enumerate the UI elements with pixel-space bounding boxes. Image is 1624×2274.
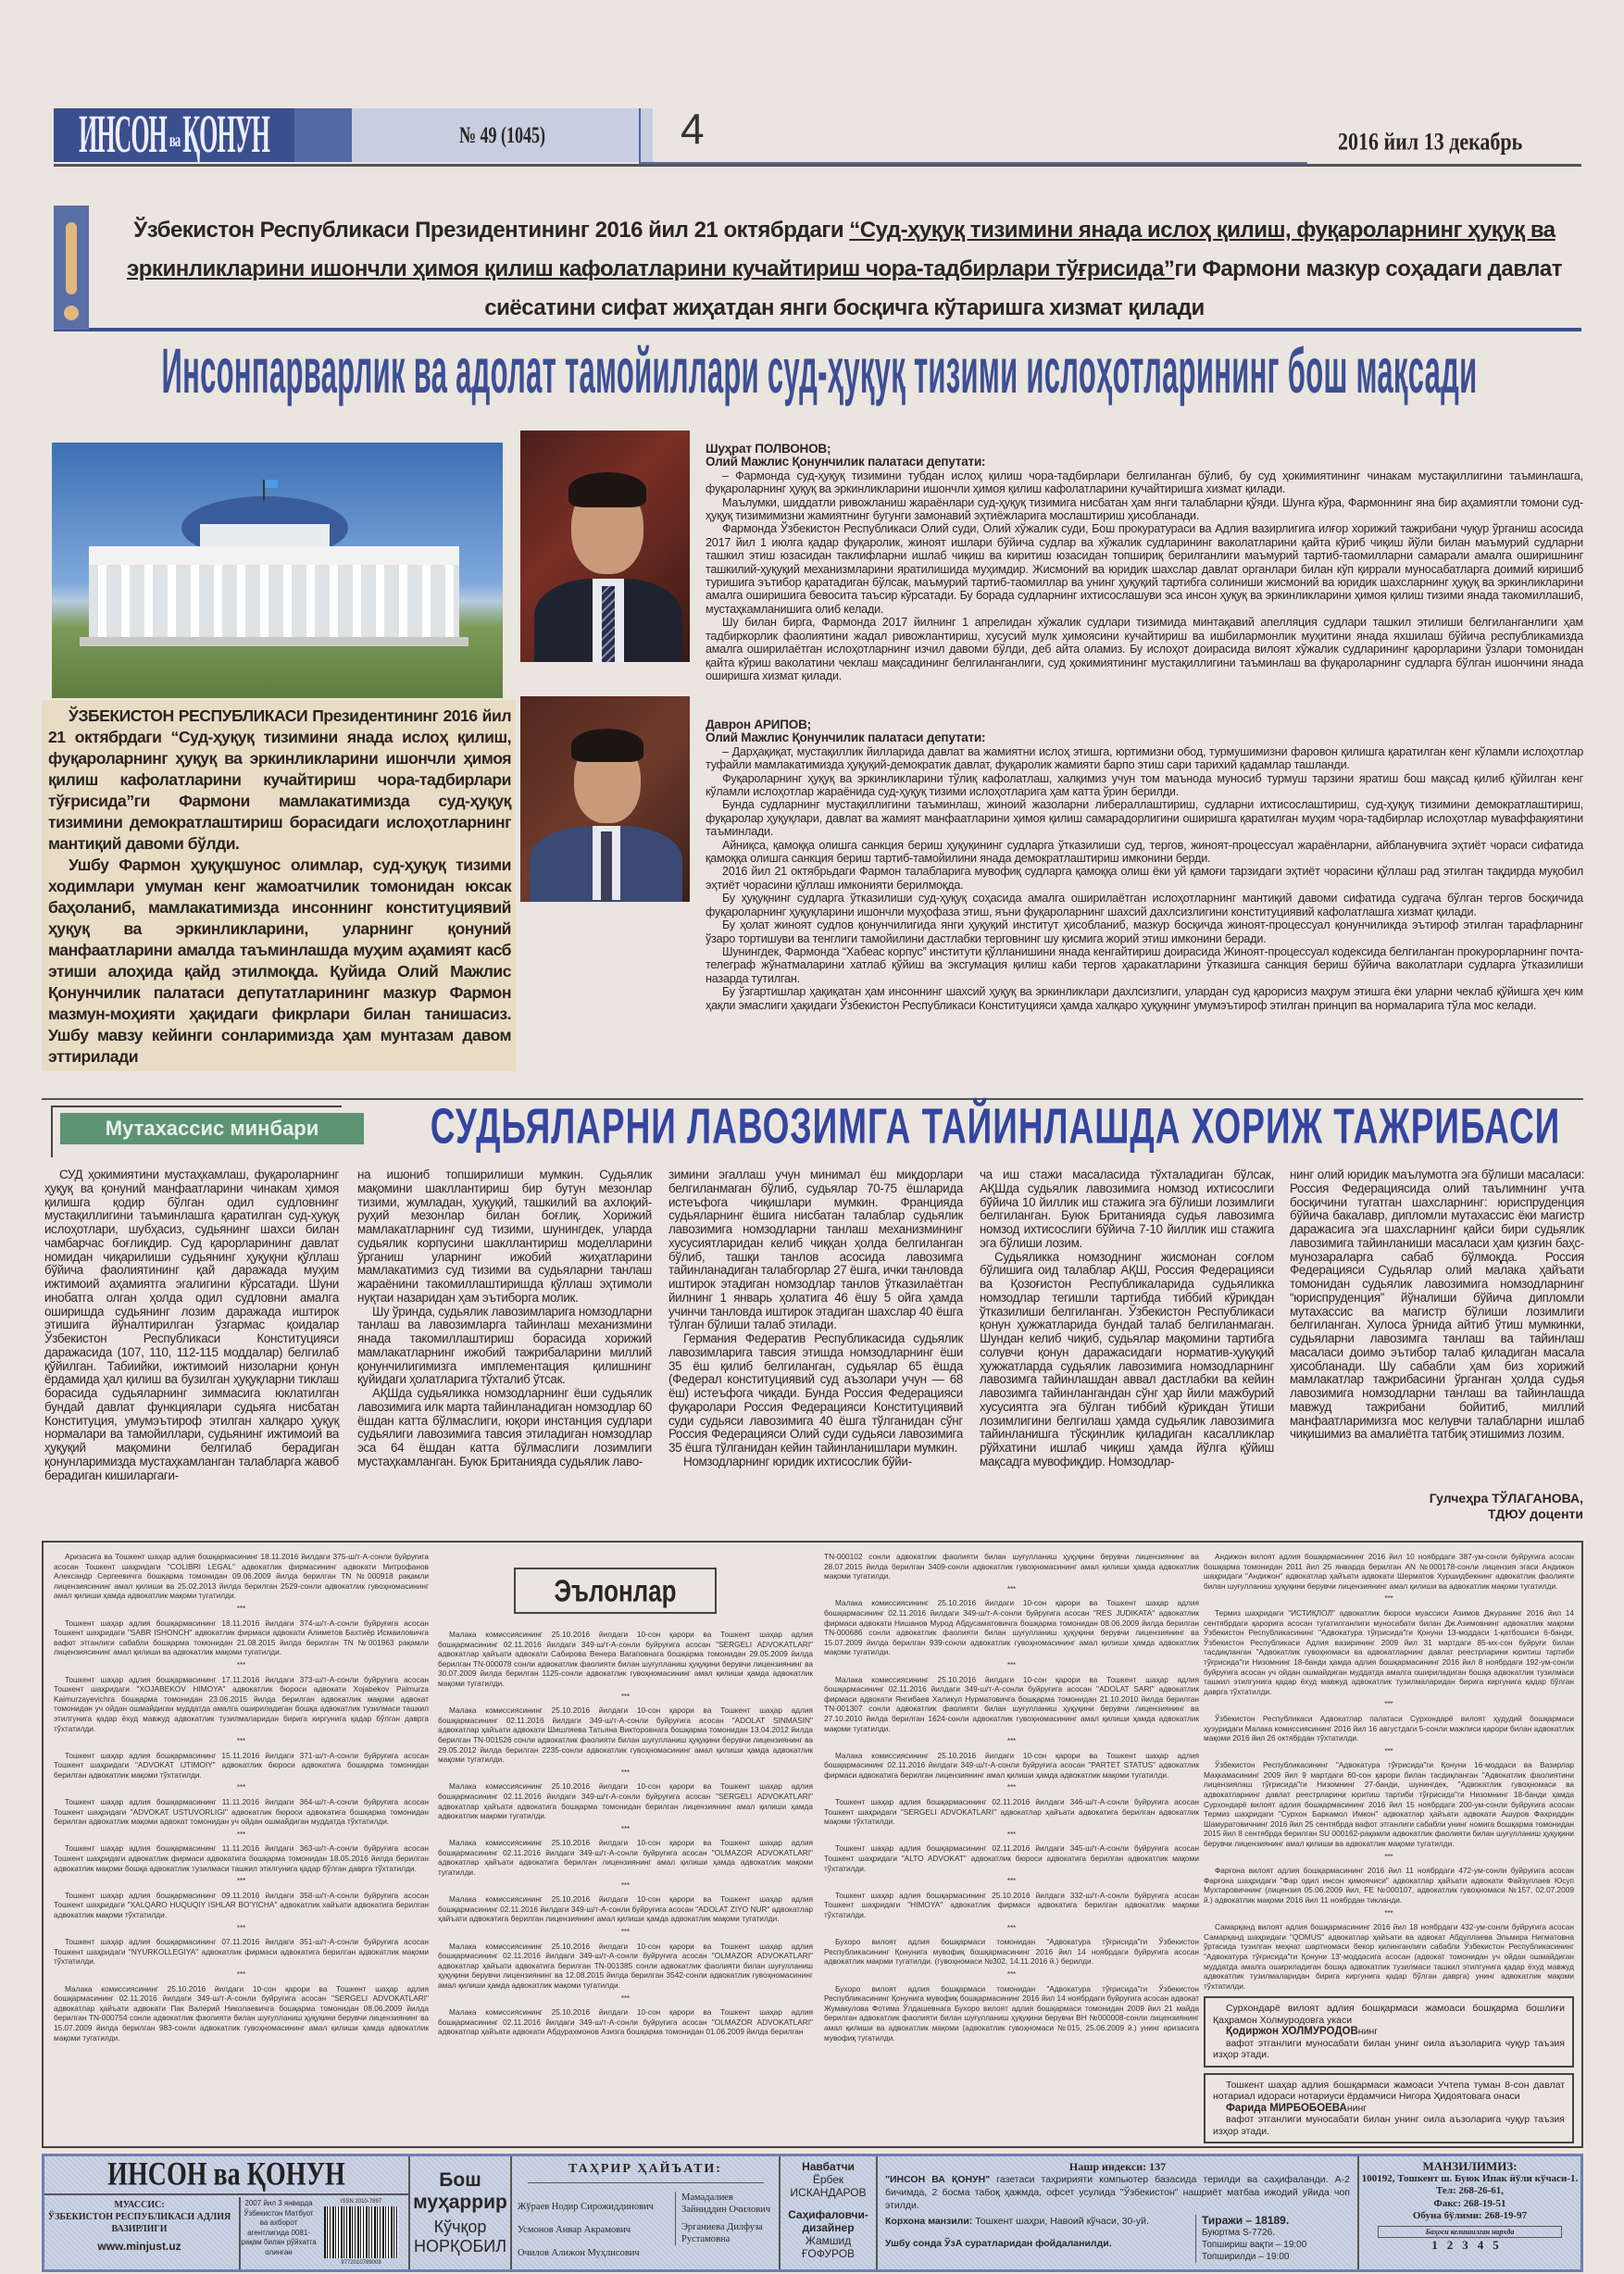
banner-text [119,211,1570,328]
paragraph: нинг олий юридик маълумотга эга бўлиши масаласи: Россия Федерациясида олий таълимнинг учта босқичини тугатган шахсларнинг: юриспруденция бўйича бакалавр, дипломли мутахассис ёки магистр даражасига эга шахсларнинг қайси бири судьялик лавозимига тайинланиши масаласи ҳам қизғин баҳс-мунозараларга сабаб бўлмоқда. Россия Федерацияси Судьялар олий малака ҳайъати томонидан судьялик лавозимига номзодларнинг “юриспруденция” йўналиши бўйича дипломли мутахассис ва магистр бўлиши лозимлиги белгиланган. Хулоса ўрнида айтиб ўтиш мумкинки, судьяларни лавозимга танлаш ва тайинлаш масаласи доимо эътибор талаб қиладиган масала ҳисобланади. Шу сабабли ҳам биз хорижий мамлакатлар тажрибасини ўрганган ҳолда судья лавозимига номзодларни танлаш ва тайинлашда мавжуд тажрибани бойитиб, миллий манфаатларимизга мос келувчи талабларни ишлаб чиқишимиз ва амалиётга татбиқ этишимиз лозим. [1290,1168,1584,1442]
website-link[interactable]: www.minjust.uz [97,2240,181,2253]
paragraph: Бу ҳолат жиноят судлов қонунчилигида янги ҳуқуқий институт ҳисобланиб, мазкур босқичда жиноят-процессуал қонунчиликда эътироф этилган тарафларнинг ўзаро тортишуви ва тенглиги тамойилини дастлабки терговнинг шу қисмига жорий этиш имконини беради. [706,918,1583,945]
separator: *** [236,1830,246,1839]
chief-editor-label: Бош муҳаррир [413,2169,507,2213]
phone: Тел: 268-26-61, [1436,2185,1504,2196]
condolence-notice-2 [1204,2073,1574,2144]
masthead-strip [294,108,352,162]
hair [568,472,646,507]
separator: *** [1006,1783,1017,1793]
announcement: Бухоро вилоят адлия бошқармаси томонидан "Адвокатура тўғрисида"ги Ўзбекистон Республикасининг Қонунига мувофиқ бошқармасининг 2016 йил 14 ноябрдаги буйруғига асосан адвокатлик мақоми тугатилди. (гувоҳномаси №302, 14.11.2016 й.) берилди. [824,1937,1199,1967]
announcement: Малака комиссиясининг 25.10.2016 йилдаги 10-сон қарори ва Тошкент шаҳар адлия бошқармасининг 02.11.2016 йилдаги 349-ш/т-А-сонли буйруғига асосан "OLMAZOR ADVOKATLARI" адвокатлар ҳайъати адвокатига берилган лицензиянинг амал қилиши ҳамда адвокатлик мақоми тугатилди. [438,1838,813,1878]
tie [602,586,615,662]
announcement: Тошкент шаҳар адлия бошқармасининг 11.11.2016 йилдаги 363-ш/т-А-сонли буйруғига асосан Тошкент шаҳридаги адвокатлик фирмаси адвокатига бошқарма томонидан 18.05.2016 йилда берилган адвокатлик мақоми бошқа адвокатлик тузилмаси ташкил этилгунига қадар бўлган даврга тўхтатилди. [54,1843,429,1873]
announcement: Ўзбекистон Республикасининг "Адвокатура тўғрисида"ги Қонуни 16-моддаси ва Вазирлар Маҳкамасининг 2009 йил 9 мартдаги 60-сон қарори билан тасдиқланган "Адвокатлик фаолиятини лицензиялаш тўғрисида"ги Низомнинг 27-банди, шунингдек, "Адвокатлик гувоҳномаси ва адвокатларнинг давлат реестрларини юритиш тартиби тўғрисида"ги Низомнинг 18-банди ҳамда Сурхондарё вилоят адлия бошқармасининг 2016 йил 15 ноябрдаги 200-ум-сонли буйруғига асосан Термиз шаҳридаги "Сурхон Баркамол Имкон" адвокатлар ҳайъати адвокати Ашуров Фахриддин Шамуратовичнинг 2016 йил 25 сентябрда вафот этганлиги сабабли унинг номига бошқарма томонидан 2015 йил 8 сентябрда берилган SU 000162-рақамли адвокатлик фаолияти билан шуғулланиш ҳуқуқини берувчи лицензиянинг амал қилиши ва адвокатлик мақоми тугатилди. [1204,1760,1574,1849]
article2-headline [407,1098,1583,1154]
publication-index: Нашр индекси: 137 [1068,2160,1167,2173]
article2-column-3 [668,1168,963,1469]
deputy1-name: Шуҳрат ПОЛВОНОВ; [706,442,831,456]
rating-2: 2 [1446,2237,1463,2252]
separator: *** [236,1604,246,1613]
paragraph: на ишониб топширилиши мумкин. Судьялик мақомини шакллантириш бир бутун мезонлар тизими, жумладан, ҳуқуқий, ташкилий ва ахлоқий-руҳий мезонлар билан боғлиқ. Хорижий мамлакатларнинг суд тизими, шунингдек, уларда судьялик корпусини шакллантириш моделларини ўрганиш уларнинг ижобий жиҳатларини мамлакатимиз суд тизими ва судьяларни танлаш жараёнини такомиллаштиришда қўллаш эҳтимоли нуқтаи назаридан ҳам эътиборга молик. [357,1168,652,1305]
paragraph: Германия Федератив Республикасида судьялик лавозимларига тавсия этишда номзодларнинг ёши 35 ёш қилиб белгиланган, судьялар 65 ёшда (Федерал конституциявий суд аъзолари учун — 68 ёш) истеъфога чиқади. Бунда Россия Федерацияси фуқаролари Россия Федерацияси Конституциявий суди судьяси лавозимига 40 ёшга тўлганидан сўнг Россия Федерацияси Олий суди судьяси лавозимига 35 ёшга тўлганидан кейин тайинланишлари мумкин. [668,1331,963,1455]
board-list-2 [675,2192,775,2245]
print-info: газетаси таҳририяти компьютер базасида терилди ва саҳифаланди. А-2 бичимда, 2 босма табоқ ҳажмда, офсет усулида "Ўзбекистон" нашриёт матбаа ижодий уйида чоп этилди. [885,2174,1350,2211]
announcement: Малака комиссиясининг 25.10.2016 йилдаги 10-сон қарори ва Тошкент шаҳар адлия бошқармасининг 02.11.2016 йилдаги 349-ш/т-А-сонли буйруғига асосан "ADOLAT ZIYO NUR" адвокатлар ҳайъати адвокатига берилган лицензиянинг амал қилиши ҳамда адвокатлик мақоми тугатилди. [438,1894,813,1924]
condolence-notice-1 [1204,1996,1574,2068]
newspaper-logo [54,104,294,165]
deputy2-name: Даврон АРИПОВ; [706,718,811,731]
founder-name: ЎЗБЕКИСТОН РЕСПУБЛИКАСИ АДЛИЯ ВАЗИРЛИГИ [47,2212,231,2234]
article2-headline-text: СУДЬЯЛАРНИ ЛАВОЗИМГА ТАЙИНЛАШДА ХОРИЖ ТАЖРИБАСИ [430,1098,1561,1154]
ads-column-3 [824,1552,1199,2046]
issn: ISSN 2010-7897 [340,2199,382,2205]
founder-block [44,2199,234,2253]
chief-editor-cell [410,2156,512,2269]
paragraph: – Дарҳақиқат, мустақиллик йилларида давлат ва жамиятни ислоҳ этишга, юртимизни обод, турмушимизни фаровон қилишга қаратилган кенг кўламли ислоҳотлар туфайли мамлакатимизда ҳуқуқий-демократик давлат, фуқаролик жамияти барпо этиш сари тарихий қадамлар ташланди. [706,744,1583,772]
submitted-time: Топширилди – 19:00 [1202,2252,1290,2262]
duty-editor-label: Навбатчи [802,2160,855,2173]
duty-editor-firstname: Ёрбек [812,2173,844,2186]
decree-title: “Суд-ҳуқуқ тизимини янада ислоҳ қилиш, фуқароларнинг ҳуқуқ ва эркинликларини ишончли ҳимоя қилиш кафолатларини кучайтириш чора-тадбирлари тўғрисида” [127,218,1555,281]
print-info-title: "ИНСОН ВА ҚОНУН" [885,2174,991,2185]
announcement: Малака комиссиясининг 25.10.2016 йилдаги 10-сон қарори ва Тошкент шаҳар адлия бошқармасининг 02.11.2016 йилдаги 349-ш/т-А-сонли буйруғига асосан "SERGELI ADVOKATLARI" адвокатлар ҳайъати адвокати Пак Валерий Николаевичга бошқарма томонидан 08.06.2009 йилда берилган TN-000754 сонли адвокатлик фаолияти билан шуғулланиш ҳуқуқини берувчи лицензиянинг ва 15.07.2009 йилда берилган 983-сонли адвокатлик гувоҳномасининг амал қилиши ҳамда адвокатлик мақоми тугатилди. [54,1983,429,2043]
announcement: Тошкент шаҳар адлия бошқармасининг 02.11.2016 йилдаги 346-ш/т-А-сонли буйруғига асосан Тошкент шаҳридаги "SERGELI ADVOKATLARI" адвокатлар ҳайъати адвокатига берилган адвокатлик мақоми тўхтатилди. [824,1797,1199,1827]
announcement: Фарғона вилоят адлия бошқармасининг 2016 йил 11 ноябрдаги 472-ум-сонли буйруғига асосан Фарғона шаҳридаги "Фар одил инсон ҳимоячиси" адвокатлар ҳайъати адвокати Файзуллаев Юсуп Мухтаровичнинг (лицензия 05.06.2009 йил, FE №000107, адвокатлик гувоҳномаси №157, 02.07.2009 й.) адвокатлик мақоми 2016 йил 11 ноябрдан тикланди. [1204,1866,1574,1905]
condolence-text: вафот этганлиги муносабати билан унинг оила аъзоларига чуқур таъзия изҳор этади. [1213,2114,1565,2137]
announcement: Тошкент шаҳар адлия бошқармасининг 18.11.2016 йилдаги 374-ш/т-А-сонли буйруғига асосан Тошкент шаҳридаги "SABR ISHONCH" адвокатлик фирмаси адвокати Алиметов Бахтиёр Исмаиловичга вафот этганлиги сабабли бошқарма томонидан 21.08.2015 йилда берилган TN №001963 рақамли лицензиясининг амал қилиши ва адвокатлик мақоми тугатилди. [54,1618,429,1657]
board-member: Очилов Алижон Муҳлисович [518,2248,640,2258]
parliament-building-image [52,443,503,698]
separator: *** [1006,1969,1017,1979]
paragraph: Бу ўзгартишлар ҳақиқатан ҳам инсоннинг шахсий ҳуқуқ ва эркинликлари дахлсизлиги, улардан суд қарорисиз маҳрум этишга ёки уларни чеклаб қўйишга ҳеч ким ҳақли эмаслиги ҳақидаги Ўзбекистон Республикаси Конституцияси ҳамда халқаро ҳуқуқнинг умумэътироф этилган принцип ва нормаларига тўла мос келади. [706,985,1583,1012]
footer-founder-cell [44,2156,410,2269]
board-member: Мамадалиев Зайниддин Очилович [681,2193,771,2215]
condolence-intro: Сурхондарё вилоят адлия бошқармаси жамоаси бошқарма бошлиғи Қаҳрамон Холмуродовга укаси [1213,2003,1565,2026]
article2-column-1 [44,1168,339,1482]
page-number: 4 [681,105,705,153]
article2-column-2 [357,1168,652,1469]
paragraph: Шу ўринда, судьялик лавозимларига номзодларни танлаш ва лавозимларга тайинлаш механизмини янада такомиллаштириш борасида хорижий мамлакатларнинг ижобий тажрибаларини миллий қонунчилигимизга имплементация қилишнинг қуйидаги ҳолатларига тўхталиб ўтсак. [357,1304,652,1387]
deputy2-statement [706,718,1583,1012]
paragraph: ча иш стажи масаласида тўхталадиган бўлсак, АҚШда судьялик лавозимига номзод ихтисослиги бўйича 10 йиллик иш стажига эга бўлиши лозимлиги белгиланган. Буюк Британияда судья лавозимга номзод ихтисослиги бўйича 7-10 йиллик иш стажига эга бўлиши лозим. [980,1168,1274,1250]
editorial-address: 100192, Тошкент ш. Буюк Ипак йўли кўчаси-1. [1361,2172,1579,2184]
separator: *** [1006,1584,1017,1593]
paragraph: Шу билан бирга, Фармонда 2017 йилнинг 1 апрелидан хўжалик судлари тизимида минтақавий апелляция судлари ташкил этилиши белгиланганлиги ҳам тадбиркорлик фаолиятини жадал ривожлантириш, хусусий мулк ҳимоясини кучайтириш ва ишбилармонлик муҳитини янада яхшилаш бўйича республикамизда амалга оширилаётган ислоҳотларнинг изчил давоми бўлди, деб айта оламиз. Бу ислоҳот доирасида вилоят хўжалик судларининг қарорларини ўзлари томонидан қайта кўриш ваколатини чеклаш мақсадининг белгиланганлиги, суд ҳокимиятининг мустақиллигини таъминлаш ва фуқароларнинг судларга бўлган ишончини янада оширишга хизмат қилади. [706,616,1583,682]
announcement: Малака комиссиясининг 25.10.2016 йилдаги 10-сон қарори ва Тошкент шаҳар адлия бошқармасининг 02.11.2016 йилдаги 349-ш/т-А-сонли буйруғига асосан "SERGELI ADVOKATLARI" адвокатлар ҳайъати адвокати Сабирова Венера Вагаповнага бошқарма томонидан 29.05.2009 йилда берилган TN-000078 сонли адвокатлик фаолияти билан шуғулланиш ҳуқуқини берувчи лицензиянинг ва 30.07.2009 йилда берилган 1125-сонли адвокатлик гувоҳномасининг амал қилиши ҳамда адвокатлик мақоми тугатилди. [438,1630,813,1688]
contacts-cell [1359,2156,1580,2269]
announcement: Малака комиссиясининг 25.10.2016 йилдаги 10-сон қарори ва Тошкент шаҳар адлия бошқармасининг 02.11.2016 йилдаги 349-ш/т-А-сонли буйруғига асосан "SERGELI ADVOKATLARI" адвокатлар ҳайъати адвокатига бошқарма томонидан берилган лицензиянинг амал қилиши ҳамда адвокатлик мақоми тугатилди. [438,1781,813,1821]
issue-date-text: 2016 йил 13 декабрь [1338,127,1523,156]
name-suffix: нинг [1346,2102,1368,2114]
designer-label: Саҳифаловчи-дизайнер [788,2208,868,2234]
announcement: Малака комиссиясининг 25.10.2016 йилдаги 10-сон қарори ва Тошкент шаҳар адлия бошқармасининг 02.11.2016 йилдаги 349-ш/т-А-сонли буйруғига асосан "OLMAZOR ADVOKATLARI" адвокатлар ҳайъати адвокатига берилган TN-001385 сонли адвокатлик фаолияти билан шуғулланиш ҳуқуқини берувчи лицензиянинг ва 12.08.2015 йилда берилган 3542-сонли адвокатлик гувоҳномасининг амал қилиши ҳамда адвокатлик мақоми тугатилди. [438,1941,813,1990]
paragraph: – Фармонда суд-ҳуқуқ тизимини тубдан ислоҳ қилиш чора-тадбирлари белгиланган бўлиб, бу суд ҳокимиятининг чинакам мустақиллигини таъминлашга, фуқароларнинг ҳуқуқ ва эркинликларини ишончли ҳимоя қилиш кафолатларини кучайтиришга хизмат қилади. [706,469,1583,496]
paragraph: Шунингдек, Фармонда “Хабеас корпус” институти қўлланишини янада кенгайтириш доирасида Жиноят-процессуал кодексида белгиланган прокурорларнинг почта-телеграф жўнатмаларини хатлаб қўйиш ва эксгумация қилиш каби тергов ҳаракатларини ўтказишга санкция бериш бўйича ваколатлари судларга ўтказилиши назарда тутилган. [706,944,1583,985]
contacts-label: МАНЗИЛИМИЗ: [1422,2159,1518,2173]
logo-word-2: ҚОНУН [182,104,269,165]
separator: *** [1384,1908,1393,1918]
deceased-name: Қодиржон ХОЛМУРОДОВ [1226,2026,1358,2038]
banner-part1: Ўзбекистон Республикаси Президентининг 2016 йил 21 октябрдаги [133,218,850,243]
announcement: Тошкент шаҳар адлия бошқармасининг 17.11.2016 йилдаги 373-ш/т-А-сонли буйруғига асосан Тошкент шаҳридаги "XOJABEKOV HIMOYA" адвокатлик бюроси адвокати Xojabekov Palmurza Kaimurzayevichга бошқарма томонидан 23.06.2015 йилда берилган адвокатлик мақоми адвокат томонидан уч ойдан ошмайдиган муддатда амалга ошириладиган бошқа адвокатлик тузилмаси ташкил этилгунига қадар ёхуд мавжуд адвокатлик тузилмаларидан бирига киргунига қадар бўлган даврга тўхтатилди. [54,1674,429,1733]
paragraph: Бу ҳуқуқнинг судларга ўтказилиши суд-ҳуқуқ соҳасида амалга оширилаётган ислоҳотларнинг мантиқий давоми сифатида судгача бўлган тергов босқичида фуқароларнинг ҳуқуқларини ишончли муҳофаза этиш, яъни фуқароларнинг шахсий дахлсизлигини конституциявий кафолатлашга хизмат қилади. [706,892,1583,918]
deputy2-title: Олий Мажлис Қонунчилик палатаси депутати: [706,731,986,745]
announcement: Тошкент шаҳар адлия бошқармасининг 07.11.2016 йилдаги 351-ш/т-А-сонли буйруғига асосан Тошкент шаҳридаги "NYURKOLLEGIYA" адвокатлик фирмаси адвокатига берилган адвокатлик мақоми тўхтатилди. [54,1937,429,1967]
announcement: Ўзбекистон Республикаси Адвокатлар палатаси Сурхондарё вилоят ҳудудий бошқармаси ҳузуридаги Малака комиссиясининг 2016 йил 16 августдаги 5-сонли мажлиси қарори билан адвокатлик мақоми 2016 йил 26 октябрдан тўхтатилди. [1204,1713,1574,1743]
hair [571,729,643,762]
ads-column-2 [438,1630,813,2041]
paragraph: Судьяликка номзоднинг жисмонан соғлом бўлишига оид талаблар АҚШ, Россия Федерацияси ва Қозоғистон Республикаларида судьяликка номзодлар тегишли тартибда тиббий кўрикдан ўтказилиши белгиланган. Ўзбекистон Республикаси қонун ҳужжатларида бундай талаб белгиланмаган. Шундан келиб чиқиб, судьялар мақомини тартибга солувчи қонун даражасидаги норматив-ҳуқуқий ҳужжатларда судьялик лавозимига номзодларнинг лавозимга тайинлашдан аввал дастлабки ва кейин лавозимга тайинлангандан сўнг ҳар йили мажбурий хусусиятга эга бўлган тиббий кўрикдан ўтиши лозимлигини белгилаш ҳамда судьялик лавозимига тайинланишга тўсқинлик қиладиган касалликлар рўйхатини ишлаб чиқиш ҳамда йўлга қўйиш мақсадга мувофиқдир. Номзодлар- [980,1249,1274,1468]
footer-logo [44,2156,408,2195]
separator: *** [1006,1923,1017,1932]
separator: *** [1006,1830,1017,1839]
footer-logo-text: ИНСОН ва ҚОНУН [107,2155,345,2193]
article2-author [1292,1491,1583,1522]
announcements-title-text: Эълонлар [554,1571,677,1608]
article1-intro [42,700,516,1071]
barcode-block [320,2199,402,2266]
ads-column-4 [1204,1552,1574,2143]
paragraph: Фуқароларнинг ҳуқуқ ва эркинликларини тўлиқ кафолатлаш, халқимиз учун том маънода муносиб турмуш тарзини яратиш бош мақсад қилиб қўйилган кенг кўламли ислоҳотлар жараёнида суд-ҳуқуқ тизими ислоҳотларига ҳам катта ўрин берилди. [706,771,1583,799]
article1-headline-text: Инсонпарварлик ва адолат тамойиллари суд-ҳуқуқ тизими ислоҳотларининг бош мақсади [161,335,1478,407]
announcement: Малака комиссиясининг 25.10.2016 йилдаги 10-сон қарори ва Тошкент шаҳар адлия бошқармасининг 02.11.2016 йилдаги 349-ш/т-А-сонли буйруғига асосан "ADOLAT SINMASIN" адвокатлар ҳайъати адвокати Шишляева Татьяна Викторовнага бошқарма томонидан 13.04.2012 йилда берилган TN-001526 сонли адвокатлик фаолияти билан шуғулланиш ҳуқуқини берувчи лицензиянинг ва 29.05.2012 йилда берилган 2235-сонли адвокатлик гувоҳномасининг амал қилиши ҳамда адвокатлик мақоми тугатилди. [438,1706,813,1765]
announcement: Термиз шаҳридаги "ИСТИҚЛОЛ" адвокатлик бюроси муассиси Азимов Джуранинг 2016 йил 14 сентябрдаги қарорига асосан тугатилганлиги муносабати билан Дж.Азимовнинг адвокатлик мақоми Ўзбекистон Республикасининг "Адвокатура тўғрисида"ги Қонуни 13-моддаси 1-қатбошиси 6-банди, Ўзбекистон Республикаси Адлия вазирининг 2009 йил 31 мартдаги 85-мх-сон буйруғи билан тасдиқланган "Адвокатлик гувоҳномаси ва адвокатларнинг давлат реестрларини юритиш тартиби тўғрисида"ги Низомнинг 18-банди ҳамда адлия бошқармасининг 2016 йил 8 ноябрдаги 192-ум-сонли буйруғига асосан уч ойдан ошмайдиган муддатда амалга ошириладиган бошқа адвокатлик тузилмаси ташкил этилгунига қадар ёхуд мавжуд адвокатлик тузилмаларидан бирига киргунига қадар бўлган даврга тўхтатилди. [1204,1607,1574,1696]
printing-address: Тошкент шаҳри, Навоий кўчаси, 30-уй. [975,2216,1149,2227]
announcement: Малака комиссиясининг 25.10.2016 йилдаги 10-сон қарори ва Тошкент шаҳар адлия бошқармасининг 02.11.2016 йилдаги 349-ш/т-А-сонли буйруғига асосан "ADOLAT SARI" адвокатлик фирмаси адвокати Янгибаев Халикул Нурматовичга бошқарма томонидан 21.10.2010 йилда берилган TN-001307 сонли адвокатлик фаолияти билан шуғулланиш ҳуқуқини берувчи лицензиянинг ва 27.10.2010 йилда берилган 1624-сонли адвокатлик гувоҳномасининг амал қилиши ҳамда адвокатлик мақоми тугатилди. [824,1674,1199,1733]
separator: *** [620,1824,631,1833]
registration-info: 2007 йил 3 январда Ўзбекистон Матбуот ва ахборот агентлигида 0081-рақам билан рўйхатга олинган [239,2197,317,2269]
announcement: Аризасига ва Тошкент шаҳар адлия бошқармасининг 18.11.2016 йилдаги 375-ш/т-А-сонли буйруғига асосан Тошкент шаҳридаги "COLIBRI LEGAL" адвокатлик фирмасининг адвокати Митрофанов Александр Сергеевичга бошқарма томонидан 09.06.2009 йилда берилган TN №000918 рақамли лицензиясининг амал қилиши ва 25.02.2013 йилда берилган 2529-сонли адвокатлик гувоҳномасининг амал қилиши ҳамда адвокатлик мақоми тугатилди. [54,1552,429,1601]
paragraph: Бунда судларнинг мустақиллигини таъминлаш, жиноий жазоларни либераллаштириш, судларни ихтисослаштириш, суд-ҳуқуқ тизимини демократлаштириш, фуқаролар ҳуқуқлари, давлат ва жамият манфаатларини ҳимоя қилиш самарадорлигини оширишга қаратилган муҳим чора-тадбирлар ислоҳотлар муваффақиятини таъминлади. [706,798,1583,839]
paragraph: Номзодларнинг юридик ихтисослик бўйи- [683,1454,912,1468]
separator: *** [1384,1594,1393,1604]
board-title: ТАҲРИР ҲАЙЪАТИ: [528,2156,764,2183]
separator: *** [620,1993,631,2003]
announcement: Малака комиссиясининг 25.10.2016 йилдаги 10-сон қарори ва Тошкент шаҳар адлия бошқармасининг 02.11.2016 йилдаги 349-ш/т-А-сонли буйруғига асосан "RES JUDIKATA" адвокатлик фирмаси адвокати Нишанов Мурод Абдусаматовичга бошқарма томонидан 08.06.2009 йилда берилган TN-000686 сонли адвокатлик фаолияти билан шуғулланиш ҳуқуқини берувчи лицензиянинг ва 15.07.2009 йилда берилган 939-сонли адвокатлик гувоҳномасининг амал қилиши ҳамда адвокатлик мақоми тугатилди. [824,1598,1199,1657]
paragraph: Маълумки, шиддатли ривожланиш жараёнлари суд-ҳуқуқ тизимига нисбатан ҳам янги талабларни қўяди. Шунга кўра, Фармоннинг яна бир аҳамиятли томони суд-ҳуқуқ тизимимизни жамиятнинг бугунги замонавий эҳтиёжларига мослаштириш ҳисобланади. [706,495,1583,523]
issue-number [352,108,653,162]
submit-time: Топшириш вақти – 19:00 [1202,2240,1307,2250]
duty-editor-surname: ИСКАНДАРОВ [790,2186,867,2199]
page-tab [639,108,1307,165]
condolence-intro: Тошкент шаҳар адлия бошқармаси жамоаси Учтепа туман 8-сон давлат нотариал идораси нотариуси ёрдамчиси Нигора Ҳидоятовага онаси [1213,2079,1565,2103]
issue-date [1338,127,1523,156]
separator: *** [1006,1660,1017,1669]
announcements-title [514,1568,717,1614]
staff-cell [781,2156,878,2269]
separator: *** [236,1737,246,1746]
separator: *** [1384,1852,1393,1861]
announcement: TN-000102 сонли адвокатлик фаолияти билан шуғулланиш ҳуқуқини берувчи лицензиянинг ва 28.07.2015 йилда берилган 3409-сонли адвокатлик гувоҳномасининг амал қилиши ҳамда адвокатлик мақоми тугатилди. [824,1552,1199,1581]
price-rating [1359,2238,1580,2252]
separator: *** [236,1783,246,1793]
chief-editor-firstname: Кўчқор [433,2218,487,2236]
separator: *** [236,1923,246,1932]
author-name: Гулчеҳра ТЎЛАГАНОВА, [1429,1491,1583,1506]
announcement: Тошкент шаҳар адлия бошқармасининг 15.11.2016 йилдаги 371-ш/т-А-сонли буйруғига асосан Тошкент шаҳридаги "ADVOKAT IJTIMOIY" адвокатлик бюроси адвокатига бошқарма томонидан берилган адвокатлик мақоми тўхтатилди. [54,1750,429,1780]
paragraph: СУД ҳокимиятини мустаҳкамлаш, фуқароларнинг ҳуқуқ ва қонуний манфаатларини чинакам ҳимоя қилишга қодир бўлган одил судловнинг мустақиллигини таъминлашга қаратилган суд-ҳуқуқ ислоҳотлари, шубҳасиз, судьянинг шахси билан чамбарчас боғлиқдир. Суд қарорларининг давлат номидан чиқарилиши судьянинг ҳуқуқни қўллаш бўйича фаолиятининг қай даражада муҳим ижтимоий аҳамиятга эгалигини кўрсатади. Шуни инобатга олган ҳолда одил судловни амалга оширишда судьянинг лозим даражада иштирок этишига йўналтирилган ўзгармас қоидалар Ўзбекистон Республикаси Конституцияси даражасида (107, 110, 112-115 моддалар) белгилаб қўйилган. Табиийки, ижтимоий низоларни қонун ёрдамида ҳал қилиш ва бузилган ҳуқуқларни тиклаш борасида судьяларнинг зиммасига юклатилган бундай давлат функциялари судьяга нисбатан Конституция, умумэътироф этилган халқаро ҳуқуқ нормалари ва тамойиллари, судьянинг ижтимоий ва ҳуқуқий мақомини белгилаб берадиган қонунларимизда мустаҳкамланган талабларга жавоб берадиган кишиларгаги- [44,1168,339,1482]
designer-surname: ҒОФУРОВ [801,2247,856,2260]
rating-5: 5 [1493,2237,1508,2252]
deputy1-title: Олий Мажлис Қонунчилик палатаси депутати: [706,455,986,469]
deputy1-statement [706,443,1583,682]
designer-firstname: Жамшид [805,2234,852,2247]
fax: Факс: 268-19-51 [1433,2197,1506,2209]
separator: *** [620,1928,631,1937]
rating-4: 4 [1477,2237,1493,2252]
paragraph: Айниқса, қамоққа олишга санкция бериш ҳуқуқининг судларга ўтказилиши суд, тергов, жиноят-процессуал жараёнларни, айбланувчига эҳтиёт чораси сифатида қамоққа олишга санкция бериш тартиб-тамойилини янада демократлаштириш имконини берди. [706,838,1583,866]
rating-1: 1 [1431,2237,1447,2252]
editorial-board-cell [512,2156,781,2269]
ads-column-1 [54,1552,429,2046]
portrait-aripov [520,696,690,902]
paragraph: зимини эгаллаш учун минимал ёш миқдорлари белгиланмаган бўлиб, судьялар 70-75 ёшларида истеъфога чиқишлари мумкин. Францияда судьяларнинг ёшига нисбатан талаблар судьялик лавозимига номзодларни танлаш механизмининг хусусиятларидан келиб чиққан ҳолда белгиланган бўлиб, ташқи танлов асосида лавозимга тайинланадиган талабгорлар 27 ёшга, ички танловда иштирок этадиган номзодлар танлов ўтказилаётган йилнинг 1 январь ҳолатига 46 ёшу 5 ойга ҳамда учинчи танловда иштирок этадиган шахслар 40 ёшга тўлган бўлиши талаб этилади. [668,1168,963,1332]
condolence-text: вафот этганлиги муносабати билан унинг оила аъзоларига чуқур таъзия изҳор этади. [1213,2037,1565,2061]
separator: *** [236,1969,246,1979]
tie [601,831,612,902]
paragraph: Фармонда Ўзбекистон Республикаси Олий суди, Олий хўжалик суди, Бош прокуратураси ва Адлия вазирлигига илғор хорижий тажрибани чуқур ўрганиш асосида 2017 йил 1 июлга қадар фуқаролик, жиноят ишлари бўйича судлар ва хўжалик судларининг ваколатларини қайта кўриб чиқиш йўли билан маъмурий судларни ташкил этиш юзасидан таклифларни ишлаб чиқиш ва киритиш юзасидан топшириқ берилганлиги маъмурий тартиб-таомилларни самарали амалга оширишнинг ташкилий-ҳуқуқий механизмларини яратилишида муҳимдир. Жисмоний ва юридик шахслар давлат органлари билан кўп қиррали муносабатларга доимий киришиб туришига эътибор қаратадиган бўлсак, маъмурий тартиб-таомиллар ва унинг ҳуқуқий тартибга солиниши жисмоний ва юридик шахсларнинг ҳуқуқ ва эркинликларини амалга оширишига бевосита таъсир кўрсатади. Бу борада судларнинг ихтисослашуви эса инсон ҳуқуқ ва эркинликларини ҳимоя қилиш тизими янада такомиллашиб, мустаҳкамланишига олиб келади. [706,522,1583,616]
imprint-footer [42,2154,1583,2272]
banner-part2: ги Фармони мазкур соҳадаги давлат сиёсатини сифат жиҳатдан янги босқичга кўтаришга хизмат қилади [484,256,1562,320]
article1-headline [56,335,1583,407]
announcement: Тошкент шаҳар адлия бошқармасининг 09.11.2016 йилдаги 358-ш/т-А-сонли буйруғига асосан Тошкент шаҳридаги "XALQARO HUQUQIY ISHLAR BO'YICHA" адвокатлик хайъати адвокатига берилган адвокатлик мақоми тўхтатилди. [54,1890,429,1919]
announcement: Самарқанд вилоят адлия бошқармасининг 2016 йил 18 ноябрдаги 432-ум-сонли буйруғига асосан Самарқанд шаҳридаги "QOMUS" адвокатлар ҳайъати ва адвокат Абдуллаева Эльмира Нигматовна ўртасида тузилган меҳнат шартномаси бекор қилинганлиги сабабли Ўзбекистон Республикасининг "Адвокатура тўғрисида"ги Қонуни 13'-моддасига асосан (адвокат томонидан уч ойдан ошмайдиган муддатда амалга ошириладиган бошқа адвокатлик тузилмаси ташкил этилгунига қадар ёхуд мавжуд адвокатлик тузилмаларидан бирига киргунига қадар бўлган даврга) унинг адвокатлик мақоми тўхтатилди. [1204,1922,1574,1991]
subscription-phone: Обуна бўлими: 268-19-97 [1412,2210,1528,2221]
price-label: Баҳоси келишилган нархда [1378,2226,1562,2238]
rating-3: 3 [1462,2237,1478,2252]
announcement: Малака комиссиясининг 25.10.2016 йилдаги 10-сон қарори ва Тошкент шаҳар адлия бошқармасининг 02.11.2016 йилдаги 349-ш/т-А-сонли буйруғига асосан "PARTET STATUS" адвокатлик фирмаси адвокатига берилган лицензиянинг амал қилиши ҳамда адвокатлик мақоми тугатилди. [824,1750,1199,1780]
board-list-1 [518,2195,666,2265]
separator: *** [236,1660,246,1669]
announcement: Андижон вилоят адлия бошқармасининг 2016 йил 10 ноябрдаги 387-ум-сонли буйруғига асосан бошқарма томонидан 2011 йил 25 январда берилган AN №000178-сонли лицензия эгаси Андижон шаҳридаги "Андижон" адвокатлар ҳайъати адвокати Шерматов Хуршидбекнинг адвокатлик фаолияти билан шуғулланиш ҳуқуқини берувчи лицензиянинг амал қилиши ва адвокатлик мақоми тугатилди. [1204,1552,1574,1591]
paragraph: 2016 йил 21 октябрьдаги Фармон талабларига мувофиқ судларга қамоққа олиш ёки уй қамоғи тарзидаги эҳтиёт чорасини қўллаш рад этилган тақдирда муқобил эҳтиёт чорасини қўллаш имконияти берилмоқда. [706,865,1583,892]
masthead-rule [54,164,1581,167]
announcement: Малака комиссиясининг 25.10.2016 йилдаги 10-сон қарори ва Тошкент шаҳар адлия бошқармасининг 02.11.2016 йилдаги 349-ш/т-А-сонли буйруғига асосан "OLMAZOR ADVOKATLARI" адвокатлар ҳайъати адвокати Абдурахмонов Азизга бошқарма томонидан 01.06.2009 йилда берилган [438,2007,813,2037]
address-label: Корхона манзили: [885,2216,973,2227]
chief-editor-surname: НОРҚОБИЛ [413,2237,507,2255]
intro-paragraph: Ушбу Фармон ҳуқуқшунос олимлар, суд-ҳуқуқ тизими ходимлари умуман кенг жамоатчилик томонидан юксак баҳоланиб, мамлакатимизда инсоннинг конституциявий ҳуқуқ ва эркинликларини, уларнинг қонуний манфаатларини амалда таъминлашда муҳим аҳамият касб этиши алоҳида қайд этилмоқда. Қуйида Олий Мажлис Қонунчилик палатаси депутатларининг мазкур Фармон мазмун-моҳияти ҳақидаги фикрлари билан танишасиз. Ушбу мавзу кейинги сонларимизда ҳам мунтазам давом эттирилади [48,856,511,1066]
exclamation-icon [59,222,83,324]
logo-conj: ва [169,130,181,151]
separator: *** [1006,1877,1017,1886]
board-member: Эрганиева Дилфуза Рустамовна [681,2222,763,2244]
portrait-polvonov [520,431,690,662]
article2-column-5 [1290,1168,1584,1442]
founder-label: МУАССИС: [114,2200,165,2210]
rubric-label: Мутахассис минбари [60,1113,364,1144]
parliament-photo [52,443,503,698]
print-info-cell [878,2156,1359,2269]
barcode-number: 9772010789008 [341,2260,381,2266]
board-member: Усмонов Анвар Акрамович [518,2225,631,2235]
separator: *** [1006,1737,1017,1746]
circulation: Тиражи – 18189. [1202,2214,1290,2227]
separator: *** [236,1877,246,1886]
separator: *** [1384,1700,1393,1709]
issue-number-text: № 49 (1045) [458,121,546,148]
separator: *** [620,1692,631,1701]
logo-word-1: ИНСОН [79,104,167,165]
separator: *** [1384,1746,1393,1755]
intro-paragraph: ЎЗБЕКИСТОН РЕСПУБЛИКАСИ Президентининг 2016 йил 21 октябрдаги “Суд-ҳуқуқ тизимини янада ислоҳ қилиш, фуқароларнинг ҳуқуқ ва эркинликларини ишончли ҳимоя қилиш кафолатларини кучайтириш чора-тадбирлари тўғрисида”ги Фармони мамлакатимизда суд-ҳуқуқ тизимини демократлаштириш борасидаги ислоҳотларнинг мантиқий давоми бўлди. [48,706,511,853]
name-suffix: нинг [1357,2026,1379,2038]
separator: *** [620,1768,631,1777]
deceased-name: Фарида МИРБОБОЕВА [1226,2102,1347,2114]
announcement: Тошкент шаҳар адлия бошқармасининг 11.11.2016 йилдаги 364-ш/т-А-сонли буйруғига асосан Тошкент шаҳридаги "ADVOKAT USTUVORLIGI" адвокатлик бюроси адвокатига бошқарма томонидан берилган адвокатлик мақоми адвокат томонидан уч ойдан ошмайдиган муддатда тўхтатилди. [54,1797,429,1827]
order-number: Буюртма S-7726. [1202,2228,1276,2238]
separator: *** [620,1880,631,1890]
photo-credit: Ушбу сонда ЎзА суратларидан фойдаланилди. [885,2238,1112,2249]
announcement: Тошкент шаҳар адлия бошқармасининг 02.11.2016 йилдаги 345-ш/т-А-сонли буйруғига асосан Тошкент шаҳридаги "ALTO ADVOKAT" адвокатлик бюроси адвокатига берилган адвокатлик мақоми тўхтатилди. [824,1843,1199,1873]
paragraph: АҚШда судьяликка номзодларнинг ёши судьялик лавозимига илк марта тайинланадиган номзодлар 60 ёшдан катта бўлмаслиги, юқори инстанция судлари судьялиги лавозимига тавсия этиладиган номзодлар эса 64 ёшдан катта бўлмаслиги лозимлиги мустаҳкамланган. Буюк Британияда судьялик лаво- [357,1386,652,1468]
announcement: Бухоро вилоят адлия бошқармаси томонидан "Адвокатура тўғрисида"ги Ўзбекистон Республикасининг Қонунига мувофиқ бошқармасининг 2016 йил 14 ноябрдаги буйруғига асосан адвокат Жумакулова Фотима Ўлдашевнага Бухоро вилоят адлия бошқармаси томонидан 2009 йил 21 майда берилган адвокатлик фаолияти билан шуғулланиш ҳуқуқини берувчи BH №000008-сонли лицензиянинг амал қилиши ва адвокатлик мақоми (адвокатлик гувоҳномаси №015, 25.06.2009 й.) унинг аризасига мувофиқ тугатилди. [824,1983,1199,2043]
board-member: Жўраев Нодир Сирожиддинович [518,2202,654,2212]
author-title: ТДЮУ доценти [1488,1506,1583,1521]
barcode-icon [324,2206,398,2258]
article2-column-4 [980,1168,1274,1469]
announcement: Тошкент шаҳар адлия бошқармасининг 25.10.2016 йилдаги 332-ш/т-А-сонли буйруғига асосан Тошкент шаҳридаги "HIMOYA" адвокатлик фирмаси адвокатига берилган адвокатлик мақоми тўхтатилди. [824,1890,1199,1919]
